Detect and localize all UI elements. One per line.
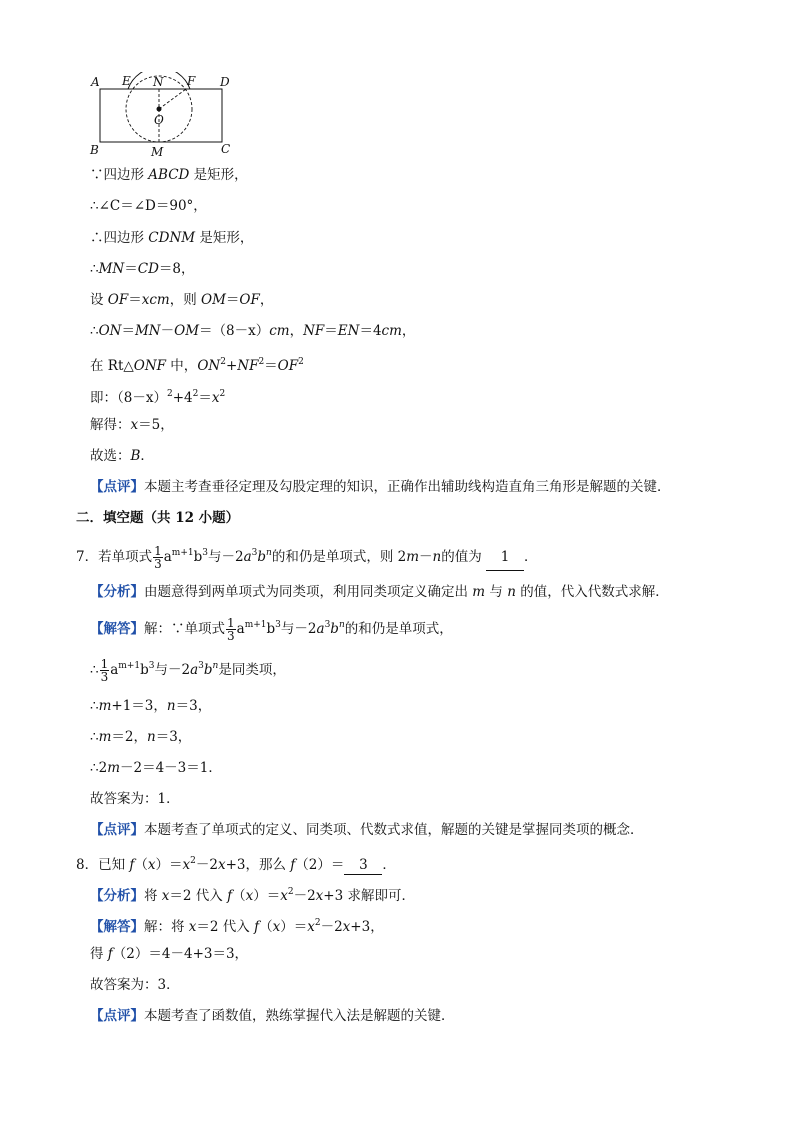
q7-comment: 【点评】本题考查了单项式的定义、同类项、代数式求值，解题的关键是掌握同类项的概念． (90, 822, 644, 838)
section-heading: 二．填空题（共 12 小题） (76, 510, 240, 526)
center-point (157, 107, 162, 112)
sol6-line4: ∴MN＝CD＝8， (90, 261, 195, 277)
q7-answer-line6: 故答案为：1． (90, 791, 180, 807)
sol6-comment: 【点评】本题主考查垂径定理及勾股定理的知识，正确作出辅助线构造直角三角形是解题的关键． (90, 479, 671, 495)
label-d: D (220, 75, 230, 89)
sol6-line6: ∴ON＝MN－OM＝（8－x）cm，NF＝EN＝4cm， (90, 323, 416, 339)
comment-tag: 【点评】 (90, 479, 144, 495)
sol6-line1: ∵四边形 ABCD 是矩形， (90, 167, 248, 183)
sol6-line9: 解得：x＝5， (90, 417, 174, 433)
q7-answer-line4: ∴m＝2，n＝3， (90, 729, 192, 745)
label-e: E (122, 74, 131, 88)
label-n: N (153, 75, 164, 89)
q7-answer-line2: ∴ $\frac{1}{3}$ $a^{m+1}b^3$与$-2a^3b^n$是同类项， (90, 657, 286, 684)
q8-answer-line2: 得 f（2）＝4－4+3＝3， (90, 946, 249, 962)
q8-answer-line1: 【解答】解：将 x＝2 代入 $f(x)=x^2-2x+3$， (90, 918, 384, 935)
geometry-figure (88, 72, 268, 162)
sol6-line8: 即：$(8-x)^2+4^2=x^2$ (90, 389, 226, 406)
sol6-line3: ∴四边形 CDNM 是矩形， (90, 230, 254, 246)
analysis-tag: 【分析】 (90, 584, 144, 600)
fraction-one-third: $\frac{1}{3}$ (154, 544, 162, 571)
q7-stem: 7．若单项式 $\frac{1}{3}$ $a^{m+1}b^3$与$-2a^3b^n$的和仍是单项式，则 2m－n的值为 1 ． (76, 544, 538, 571)
q7-analysis: 【分析】由题意得到两单项式为同类项，利用同类项定义确定出 m 与 n 的值，代入代数式求解． (90, 584, 669, 600)
q8-answer-line3: 故答案为：3． (90, 977, 180, 993)
q7-answer-line5: ∴2m－2＝4－3＝1． (90, 760, 222, 776)
sol6-line10: 故选：B． (90, 448, 154, 464)
segment-of (159, 89, 186, 109)
q8-comment: 【点评】本题考查了函数值，熟练掌握代入法是解题的关键． (90, 1008, 455, 1024)
q8-stem: 8．已知 $f(x)=x^2-2x+3$，那么 f（2）＝ 3 ． (76, 856, 396, 873)
sol6-line2: ∴∠C＝∠D＝90°， (90, 198, 207, 214)
label-b: B (90, 143, 99, 157)
q8-analysis: 【分析】将 x＝2 代入 $f(x)=x^2-2x+3$ 求解即可． (90, 887, 415, 904)
label-a: A (91, 75, 100, 89)
label-c: C (221, 142, 231, 156)
label-m: M (151, 145, 164, 159)
sol6-line5: 设 OF＝xcm，则 OM＝OF， (90, 292, 274, 308)
q8-answer-blank: 3 (344, 856, 382, 875)
sol6-line7: 在 Rt△ONF 中，$ON^2+NF^2=OF^2$ (90, 357, 304, 374)
label-o: O (154, 113, 164, 127)
q7-answer-blank: 1 (486, 544, 524, 571)
q7-answer-line1: 【解答】解：∵单项式 $\frac{1}{3}$ $a^{m+1}b^3$与$-2a^3b^n$的和仍是单项式， (90, 616, 453, 643)
answer-tag: 【解答】 (90, 621, 144, 637)
q7-answer-line3: ∴m+1＝3，n＝3， (90, 698, 212, 714)
label-f: F (187, 74, 196, 88)
